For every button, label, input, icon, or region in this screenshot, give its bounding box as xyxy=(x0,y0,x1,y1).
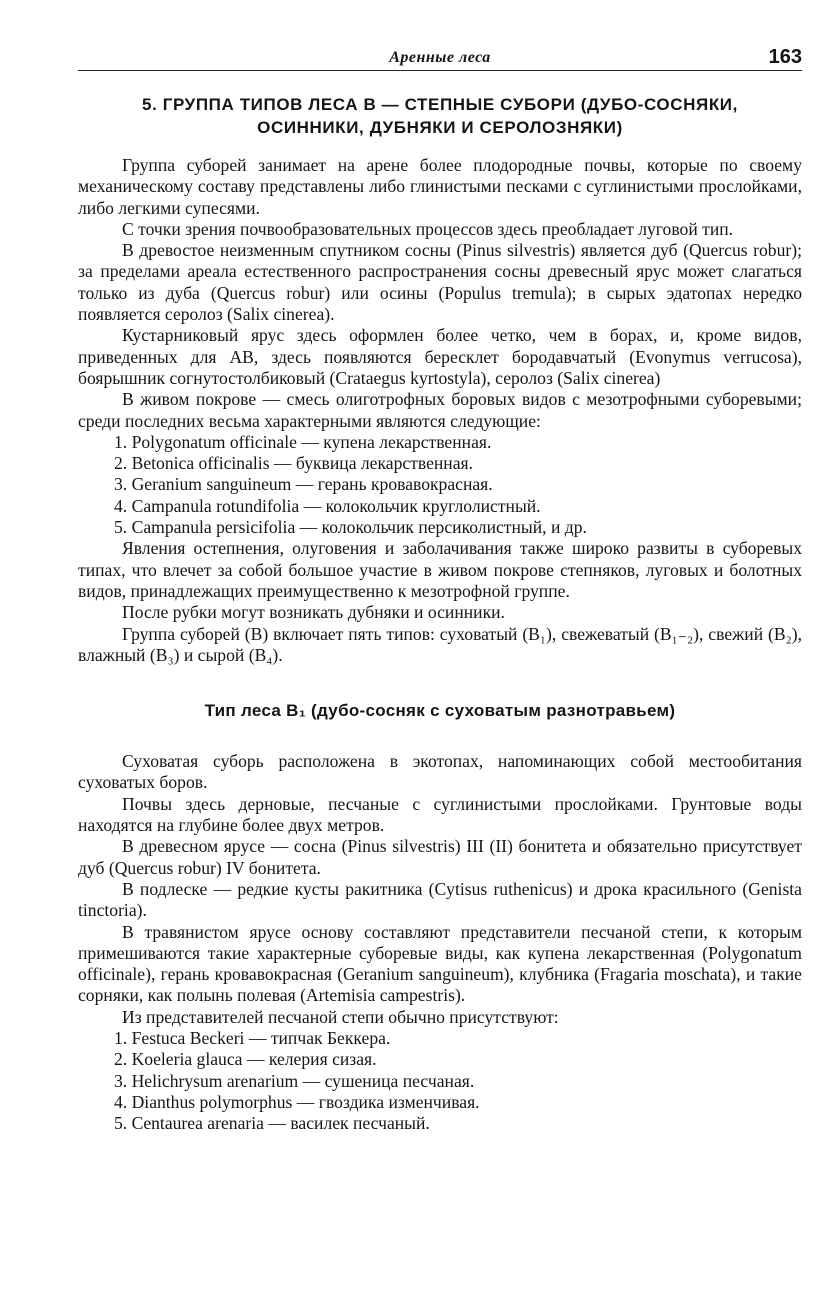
paragraph: Группа суборей (В) включает пять типов: суховатый (В₁), свежеватый (В₁₋₂), свежий (В₂), влажный (В₃) и сырой (В₄). xyxy=(78,623,802,665)
paragraph: Кустарниковый ярус здесь оформлен более четко, чем в борах, и, кроме видов, приведенных для АВ, здесь появляются бересклет бородавчатый (Evonymus verrucosa), боярышник согнутостолбиковый (Crataegus kyrtostyla), серолоз (Salix cinerea) xyxy=(78,325,802,388)
paragraph: В живом покрове — смесь олиготрофных боровых видов с мезотрофными суборевыми; среди последних весьма характерными являются следующие: xyxy=(78,389,802,431)
paragraph: Из представителей песчаной степи обычно присутствуют: xyxy=(122,1006,559,1027)
paragraph: Группа суборей занимает на арене более плодородные почвы, которые по своему механическому составу представлены либо глинистыми песками с суглинистыми прослойками, либо легкими супесями. xyxy=(78,155,802,218)
paragraph: В древесном ярусе — сосна (Pinus silvestris) III (II) бонитета и обязательно присутствует дуб (Quercus robur) IV бонитета. xyxy=(78,836,802,878)
book-page xyxy=(78,44,802,1134)
list-item: 3. Helichrysum arenarium — сушеница песчаная. xyxy=(114,1070,475,1091)
list-item: 5. Centaurea arenaria — василек песчаный. xyxy=(114,1113,430,1134)
paragraph: В подлеске — редкие кусты ракитника (Cytisus ruthenicus) и дрока красильного (Genista tinctoria). xyxy=(78,878,802,921)
paragraph: Явления остепнения, олуговения и заболачивания также широко развиты в суборевых типах, что влечет за собой большое участие в живом покрове степняков, луговых и болотных видов, принадлежащих преимущественно к мезотрофной группе. xyxy=(78,538,802,601)
list-item: 5. Campanula persicifolia — колокольчик персиколистный, и др. xyxy=(114,517,587,538)
section-heading-line-1: 5. ГРУППА ТИПОВ ЛЕСА В — СТЕПНЫЕ СУБОРИ (ДУБО-СОСНЯКИ, xyxy=(142,95,738,114)
list-item: 1. Polygonatum officinale — купена лекарственная. xyxy=(114,431,492,452)
section-heading-line-2: ОСИННИКИ, ДУБНЯКИ И СЕРОЛОЗНЯКИ) xyxy=(257,118,623,137)
species-list xyxy=(78,1028,802,1134)
list-item: 1. Festuca Beckeri — типчак Беккера. xyxy=(114,1027,391,1048)
paragraph: После рубки могут возникать дубняки и осинники. xyxy=(122,602,505,623)
section-body xyxy=(78,155,802,666)
list-item: 2. Koeleria glauca — келерия сизая. xyxy=(114,1049,377,1070)
paragraph: С точки зрения почвообразовательных процессов здесь преобладает луговой тип. xyxy=(122,218,734,239)
paragraph: В травянистом ярусе основу составляют представители песчаной степи, к которым примешиваются такие характерные суборевые виды, как купена лекарственная (Polygonatum officinale), герань кровавокрасная (Geranium sanguineum), клубника (Fragaria moschata), и такие сорняки, как полынь полевая (Artemisia campestris). xyxy=(78,921,802,1006)
subsection-body xyxy=(78,751,802,1134)
paragraph: Почвы здесь дерновые, песчаные с суглинистыми прослойками. Грунтовые воды находятся на глубине более двух метров. xyxy=(78,793,802,836)
running-header xyxy=(78,44,802,71)
paragraph: В древостое неизменным спутником сосны (Pinus silvestris) является дуб (Quercus robur); за пределами ареала естественного распространения сосны древесный ярус может слагаться только из дуба (Quercus robur) или осины (Populus tremula); в сырых эдатопах нередко появляется серолоз (Salix cinerea). xyxy=(78,240,802,325)
subsection-heading: Тип леса В₁ (дубо-сосняк с суховатым разнотравьем) xyxy=(204,701,676,721)
list-item: 4. Campanula rotundifolia — колокольчик круглолистный. xyxy=(114,495,541,516)
running-title: Аренные леса xyxy=(389,49,491,66)
paragraph: Суховатая суборь расположена в экотопах, напоминающих собой местообитания суховатых боров. xyxy=(78,751,802,793)
list-item: 2. Betonica officinalis — буквица лекарственная. xyxy=(114,453,474,474)
list-item: 3. Geranium sanguineum — герань кровавокрасная. xyxy=(114,474,493,495)
species-list xyxy=(78,432,802,538)
page-number: 163 xyxy=(768,46,802,68)
list-item: 4. Dianthus polymorphus — гвоздика изменчивая. xyxy=(114,1091,480,1112)
section-heading xyxy=(78,93,802,139)
